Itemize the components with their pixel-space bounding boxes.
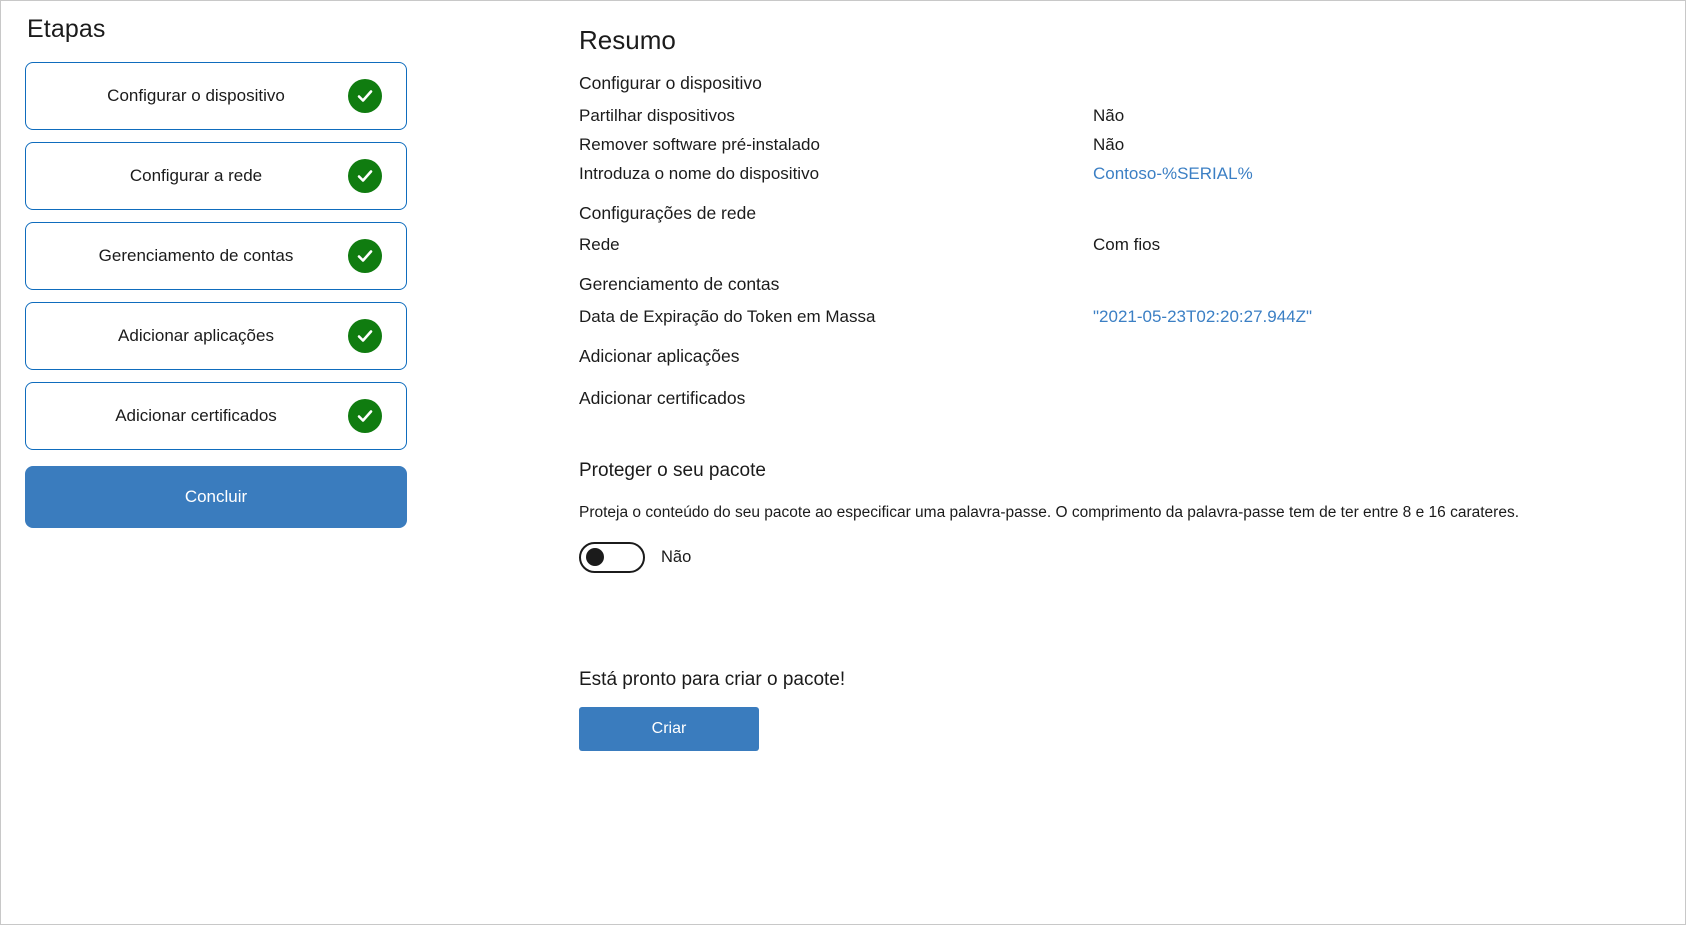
check-circle-icon xyxy=(348,399,382,433)
sidebar-item-account-management[interactable] xyxy=(25,222,407,290)
summary-key: Data de Expiração do Token em Massa xyxy=(579,306,876,326)
check-circle-icon xyxy=(348,239,382,273)
summary-value: Não xyxy=(1093,134,1125,154)
summary-value: Com fios xyxy=(1093,235,1161,255)
summary-pane xyxy=(561,1,1685,924)
summary-row xyxy=(579,235,1655,255)
create-button[interactable]: Criar xyxy=(579,707,759,751)
summary-row xyxy=(579,135,1655,155)
step-label: Adicionar certificados xyxy=(115,405,277,425)
section-heading: Configurar o dispositivo xyxy=(579,73,762,93)
summary-key: Introduza o nome do dispositivo xyxy=(579,163,820,183)
summary-key: Partilhar dispositivos xyxy=(579,105,735,125)
finish-button[interactable]: Concluir xyxy=(25,466,407,528)
summary-section-configure-device xyxy=(579,72,1655,184)
page-title: Resumo xyxy=(579,25,676,55)
summary-row xyxy=(579,307,1655,327)
protect-package-toggle[interactable] xyxy=(579,542,645,573)
check-circle-icon xyxy=(348,319,382,353)
toggle-knob xyxy=(586,548,604,566)
toggle-state-label: Não xyxy=(661,547,692,566)
summary-key: Remover software pré-instalado xyxy=(579,134,820,154)
protect-package-toggle-row xyxy=(579,542,1655,573)
section-heading: Gerenciamento de contas xyxy=(579,274,780,295)
summary-row xyxy=(579,164,1655,184)
ready-to-create-section xyxy=(579,669,1655,751)
protect-package-title: Proteger o seu pacote xyxy=(579,460,766,482)
protect-package-section xyxy=(579,460,1655,573)
step-label: Configurar o dispositivo xyxy=(107,85,285,105)
sidebar-item-configure-network[interactable] xyxy=(25,142,407,210)
check-circle-icon xyxy=(348,79,382,113)
section-heading: Adicionar aplicações xyxy=(579,345,740,366)
summary-section-account-management xyxy=(579,273,1655,327)
step-label: Configurar a rede xyxy=(129,165,263,185)
sidebar-item-add-applications[interactable] xyxy=(25,302,407,370)
summary-section-add-certificates xyxy=(579,387,1655,411)
steps-title: Etapas xyxy=(27,15,106,43)
summary-key: Rede xyxy=(579,235,620,255)
steps-pane xyxy=(1,1,561,924)
summary-value: "2021-05-23T02:20:27.944Z" xyxy=(1093,306,1313,326)
summary-section-add-applications xyxy=(579,345,1655,369)
ready-text: Está pronto para criar o pacote! xyxy=(579,668,846,690)
sidebar-item-add-certificates[interactable] xyxy=(25,382,407,450)
step-label: Gerenciamento de contas xyxy=(98,245,294,265)
summary-value: Não xyxy=(1093,105,1125,125)
section-heading: Adicionar certificados xyxy=(579,387,746,408)
step-label: Adicionar aplicações xyxy=(118,325,274,345)
summary-section-network-settings xyxy=(579,202,1655,256)
protect-package-description: Proteja o conteúdo do seu pacote ao especificar uma palavra-passe. O comprimento da palavra-passe tem de ter entre 8 e 16 carateres. xyxy=(579,504,1519,522)
summary-row xyxy=(579,106,1655,126)
section-heading: Configurações de rede xyxy=(579,202,757,223)
sidebar-item-configure-device[interactable] xyxy=(25,62,407,130)
check-circle-icon xyxy=(348,159,382,193)
summary-value: Contoso-%SERIAL% xyxy=(1093,163,1253,183)
